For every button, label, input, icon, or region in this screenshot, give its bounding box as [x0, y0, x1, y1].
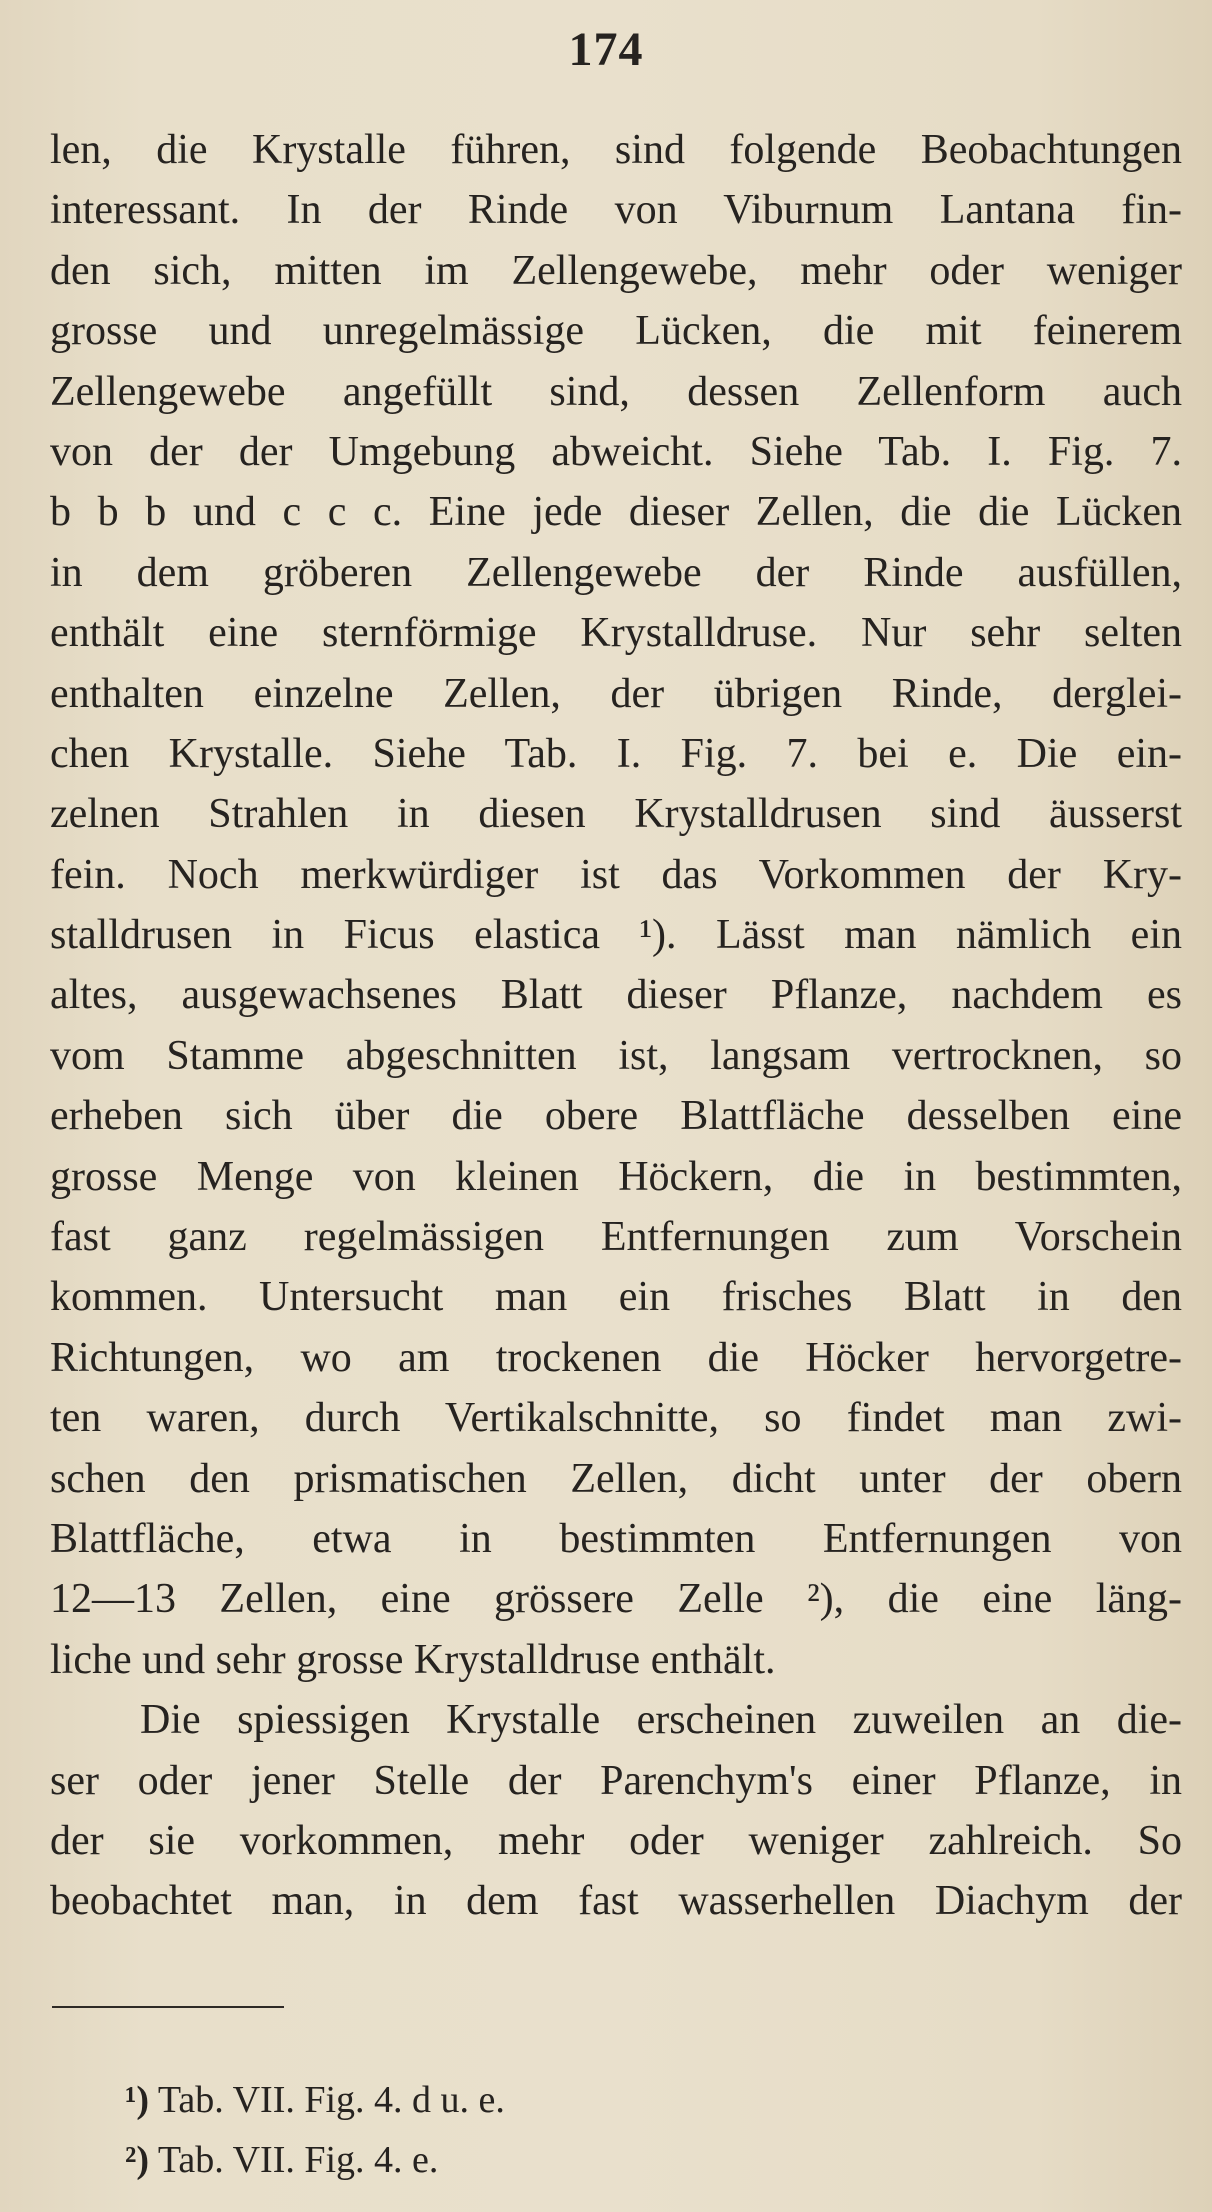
footnote-text: Tab. VII. Fig. 4. d u. e.	[157, 2079, 505, 2121]
text-line: den sich, mitten im Zellengewebe, mehr oder weniger	[50, 247, 1182, 294]
text-line: von der der Umgebung abweicht. Siehe Tab. I. Fig. 7.	[50, 428, 1182, 475]
text-line: stalldrusen in Ficus elastica ¹). Lässt man nämlich ein	[50, 912, 1182, 959]
text-line: vom Stamme abgeschnitten ist, langsam vertrocknen, so	[50, 1032, 1182, 1079]
text-line: fast ganz regelmässigen Entfernungen zum Vorschein	[50, 1214, 1182, 1261]
text-line: erheben sich über die obere Blattfläche desselben eine	[50, 1093, 1182, 1140]
footnote-marker: ²)	[125, 2139, 150, 2181]
text-line: Zellengewebe angefüllt sind, dessen Zellenform auch	[50, 368, 1182, 415]
paragraph-end-line: liche und sehr grosse Krystalldruse enthält.	[50, 1636, 776, 1683]
text-line: enthält eine sternförmige Krystalldruse. Nur sehr selten	[50, 610, 1182, 657]
text-line: kommen. Untersucht man ein frisches Blatt in den	[50, 1274, 1182, 1321]
text-line: ser oder jener Stelle der Parenchym's einer Pflanze, in	[50, 1757, 1182, 1804]
text-line: ten waren, durch Vertikalschnitte, so findet man zwi-	[50, 1395, 1182, 1442]
text-line: 12—13 Zellen, eine grössere Zelle ²), die eine läng-	[50, 1576, 1182, 1623]
footnote-2	[125, 2130, 505, 2190]
text-line: Richtungen, wo am trockenen die Höcker hervorgetre-	[50, 1334, 1182, 1381]
body-text	[50, 120, 1182, 1932]
text-line: interessant. In der Rinde von Viburnum Lantana fin-	[50, 187, 1182, 234]
footnote-marker: ¹)	[125, 2079, 150, 2121]
text-line: chen Krystalle. Siehe Tab. I. Fig. 7. bei e. Die ein-	[50, 730, 1182, 777]
text-line: zelnen Strahlen in diesen Krystalldrusen sind äusserst	[50, 791, 1182, 838]
footnote-1	[125, 2070, 505, 2130]
paragraph-start-line: Die spiessigen Krystalle erscheinen zuweilen an die-	[140, 1697, 1182, 1744]
text-line: fein. Noch merkwürdiger ist das Vorkommen der Kry-	[50, 851, 1182, 898]
text-line: in dem gröberen Zellengewebe der Rinde ausfüllen,	[50, 549, 1182, 596]
text-line: enthalten einzelne Zellen, der übrigen Rinde, derglei-	[50, 670, 1182, 717]
footnotes	[125, 2070, 505, 2190]
text-line: Blattfläche, etwa in bestimmten Entfernungen von	[50, 1515, 1182, 1562]
text-line: len, die Krystalle führen, sind folgende Beobachtungen	[50, 127, 1182, 173]
text-line: grosse und unregelmässige Lücken, die mit feinerem	[50, 308, 1182, 355]
text-line: schen den prismatischen Zellen, dicht unter der obern	[50, 1455, 1182, 1502]
text-line: beobachtet man, in dem fast wasserhellen Diachym der	[50, 1878, 1182, 1925]
text-line: grosse Menge von kleinen Höckern, die in bestimmten,	[50, 1153, 1182, 1200]
text-line: altes, ausgewachsenes Blatt dieser Pflanze, nachdem es	[50, 972, 1182, 1019]
footnote-text: Tab. VII. Fig. 4. e.	[157, 2139, 439, 2181]
page-number: 174	[568, 23, 644, 76]
footnote-separator-rule	[52, 2006, 284, 2008]
text-line: der sie vorkommen, mehr oder weniger zahlreich. So	[50, 1817, 1182, 1864]
text-line: b b b und c c c. Eine jede dieser Zellen, die die Lücken	[50, 489, 1182, 536]
